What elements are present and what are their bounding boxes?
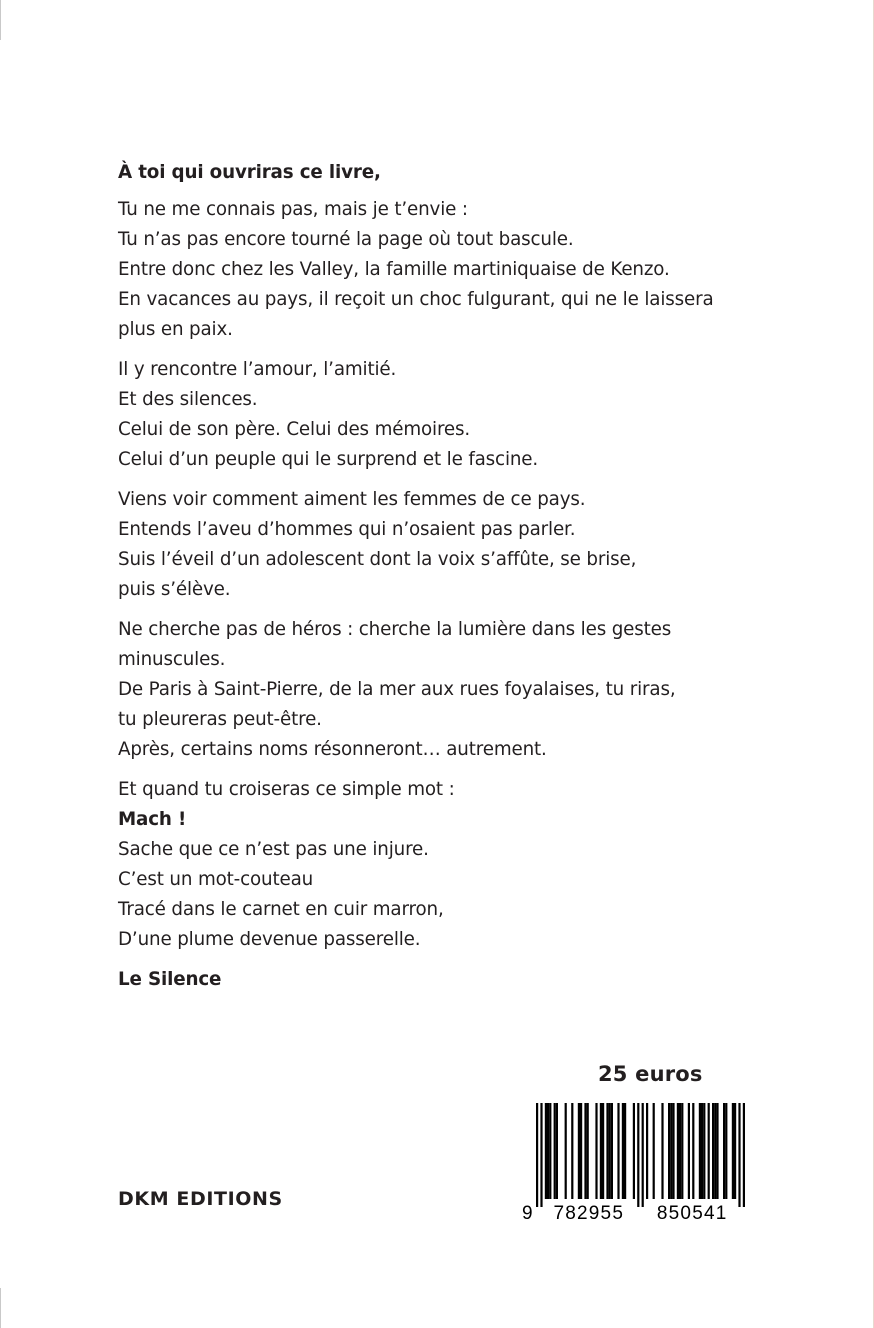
barcode-bar	[661, 1103, 663, 1199]
barcode-bar	[547, 1103, 549, 1199]
barcode-bar	[677, 1103, 679, 1199]
publisher-name: DKM EDITIONS	[118, 1188, 283, 1210]
highlighted-word: Mach !	[118, 809, 187, 830]
paragraph-line: Et quand tu croiseras ce simple mot :	[118, 779, 455, 800]
paragraph-line: Et des silences.	[118, 389, 258, 410]
barcode-bar	[565, 1103, 567, 1199]
barcode-bar	[653, 1103, 655, 1199]
barcode-bar	[703, 1103, 705, 1199]
barcode-bar	[622, 1103, 624, 1199]
price-label: 25 euros	[598, 1062, 703, 1086]
barcode-bar	[556, 1103, 558, 1199]
barcode-bar	[701, 1103, 703, 1199]
barcode-right-digits: 850541	[656, 1203, 728, 1221]
paragraph-line: Celui de son père. Celui des mémoires.	[118, 419, 471, 440]
barcode-bar	[716, 1103, 718, 1199]
barcode-bar	[580, 1103, 582, 1199]
barcode-bar	[595, 1103, 597, 1199]
paragraph-line: Tracé dans le carnet en cuir marron,	[118, 899, 444, 920]
barcode-bar	[642, 1103, 644, 1207]
barcode-bar	[646, 1103, 648, 1199]
barcode-bar	[587, 1103, 589, 1199]
page-edge-left-top	[0, 0, 1, 40]
barcode-first-digit: 9	[522, 1203, 534, 1221]
barcode-bar	[578, 1103, 580, 1199]
paragraph-line: D’une plume devenue passerelle.	[118, 929, 421, 950]
barcode-bar	[637, 1103, 639, 1207]
barcode-bar	[738, 1103, 740, 1207]
paragraph-line: Après, certains noms résonneront… autrement.	[118, 739, 547, 760]
barcode-bar	[734, 1103, 736, 1199]
paragraph-gap	[118, 475, 818, 485]
paragraph-line: Entre donc chez les Valley, la famille martiniquaise de Kenzo.	[118, 259, 670, 280]
paragraph-gap	[118, 605, 818, 615]
barcode-bar	[545, 1103, 547, 1199]
paragraph-line: Ne cherche pas de héros : cherche la lumière dans les gestes	[118, 619, 672, 640]
barcode-bar	[633, 1103, 635, 1199]
barcode-bar	[611, 1103, 613, 1199]
paragraph-line: tu pleureras peut-être.	[118, 709, 322, 730]
barcode-bar	[743, 1103, 745, 1207]
paragraph-2	[118, 355, 818, 475]
back-cover-text	[118, 158, 818, 995]
barcode-bar	[670, 1103, 672, 1199]
paragraph-4	[118, 615, 818, 765]
barcode-bar	[602, 1103, 604, 1199]
barcode-bar	[688, 1103, 690, 1199]
barcode-bar	[536, 1103, 538, 1207]
paragraph-line: Il y rencontre l’amour, l’amitié.	[118, 359, 397, 380]
paragraph-line: En vacances au pays, il reçoit un choc fulgurant, qui ne le laissera	[118, 289, 714, 310]
barcode-graphic	[518, 1103, 772, 1221]
barcode-bar	[540, 1103, 542, 1207]
paragraph-line: Celui d’un peuple qui le surprend et le fascine.	[118, 449, 539, 470]
barcode-bar	[606, 1103, 608, 1199]
paragraph-line: plus en paix.	[118, 319, 233, 340]
paragraph-gap	[118, 765, 818, 775]
barcode-bar	[723, 1103, 725, 1199]
barcode-bar	[609, 1103, 611, 1199]
barcode-bar	[571, 1103, 573, 1199]
barcode-bar	[617, 1103, 619, 1199]
barcode-bar	[681, 1103, 683, 1199]
paragraph-5	[118, 775, 818, 955]
paragraph-line: puis s’élève.	[118, 579, 231, 600]
barcode-bar	[699, 1103, 701, 1199]
barcode-bar	[672, 1103, 674, 1199]
paragraph-line: Sache que ce n’est pas une injure.	[118, 839, 429, 860]
paragraph-line: Suis l’éveil d’un adolescent dont la voix s’affûte, se brise,	[118, 549, 637, 570]
barcode-bar	[692, 1103, 694, 1199]
barcode-bar	[679, 1103, 681, 1199]
barcode-bar	[712, 1103, 714, 1199]
paragraph-line: C’est un mot-couteau	[118, 869, 314, 890]
signature: Le Silence	[118, 969, 222, 990]
barcode-bar	[708, 1103, 710, 1199]
barcode-left-digits: 782955	[553, 1203, 625, 1221]
barcode-bar	[549, 1103, 551, 1199]
paragraph-line: Entends l’aveu d’hommes qui n’osaient pas parler.	[118, 519, 576, 540]
barcode-bar	[584, 1103, 586, 1199]
paragraph-line: Tu ne me connais pas, mais je t’envie :	[118, 199, 468, 220]
barcode-bar	[554, 1103, 556, 1199]
barcode-bar	[732, 1103, 734, 1199]
barcode-bar	[714, 1103, 716, 1199]
greeting: À toi qui ouvriras ce livre,	[118, 162, 381, 183]
barcode-bar	[624, 1103, 626, 1199]
barcode-bar	[725, 1103, 727, 1199]
page-edge-left-bottom	[0, 1288, 1, 1328]
paragraph-line: Tu n’as pas encore tourné la page où tout bascule.	[118, 229, 574, 250]
paragraph-line: De Paris à Saint-Pierre, de la mer aux rues foyalaises, tu riras,	[118, 679, 676, 700]
paragraph-1	[118, 195, 818, 345]
paragraph-3	[118, 485, 818, 605]
paragraph-line: minuscules.	[118, 649, 226, 670]
paragraph-line: Viens voir comment aiment les femmes de ce pays.	[118, 489, 586, 510]
isbn-barcode	[518, 1103, 772, 1221]
barcode-bar	[668, 1103, 670, 1199]
paragraph-gap	[118, 345, 818, 355]
barcode-bar	[600, 1103, 602, 1199]
